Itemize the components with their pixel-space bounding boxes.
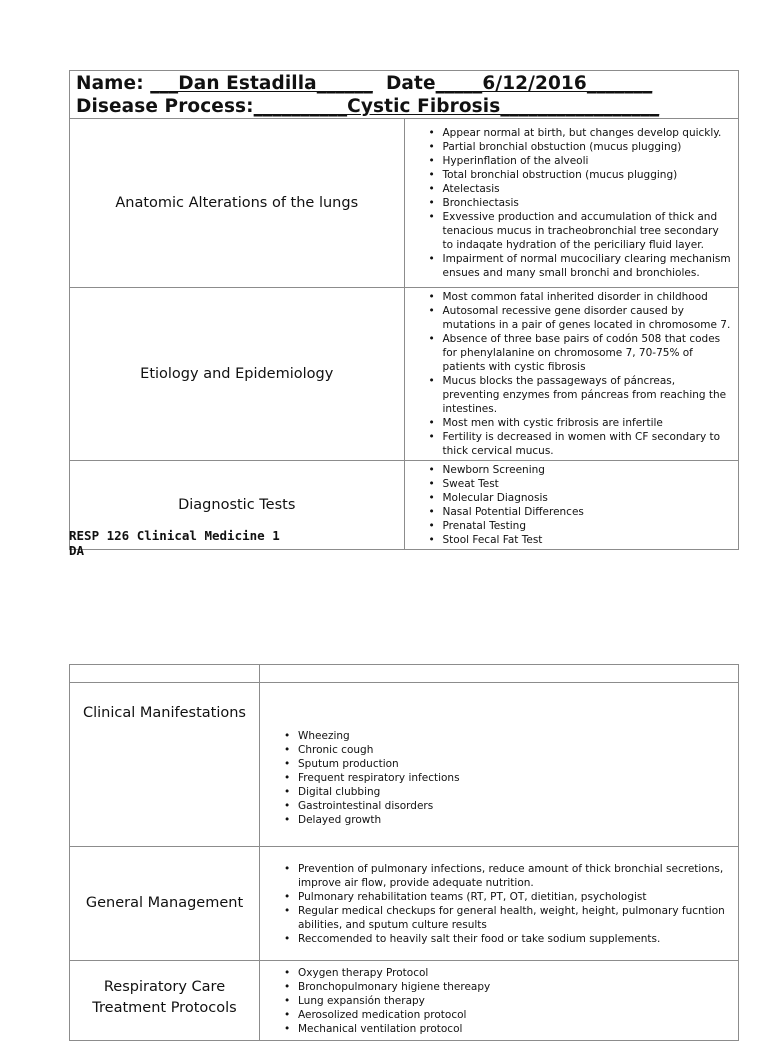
section-body: [404, 288, 739, 461]
list-item: • Oxygen therapy Protocol: [298, 966, 732, 980]
list-item: • Stool Fecal Fat Test: [443, 533, 733, 547]
list-item: • Nasal Potential Differences: [443, 505, 733, 519]
list-item: • Atelectasis: [443, 182, 733, 196]
list-item: • Impairment of normal mucociliary clearing mechanism ensues and many small bronchi and bronchioles.: [443, 252, 733, 280]
list-item: • Digital clubbing: [298, 785, 732, 799]
list-item: • Exvessive production and accumulation of thick and tenacious mucus in tracheobronchial tree secondary to indaqate hydration of the periciliary fluid layer.: [443, 210, 733, 252]
disease-worksheet-table: [69, 70, 739, 550]
section-body: [404, 119, 739, 288]
list-item: • Gastrointestinal disorders: [298, 799, 732, 813]
list-item: • Appear normal at birth, but changes develop quickly.: [443, 126, 733, 140]
bullet-list: [405, 126, 733, 280]
list-item: • Sweat Test: [443, 477, 733, 491]
list-item: • Aerosolized medication protocol: [298, 1008, 732, 1022]
list-item: • Bronchopulmonary higiene thereapy: [298, 980, 732, 994]
section-label: Clinical Manifestations: [70, 683, 260, 847]
header-row: [70, 71, 739, 119]
list-item: • Reccomended to heavily salt their food or take sodium supplements.: [298, 932, 732, 946]
list-item: • Prevention of pulmonary infections, reduce amount of thick bronchial secretions, improve air flow, provide adequate nutrition.: [298, 862, 732, 890]
section-row: [70, 288, 739, 461]
course-footer: [69, 528, 280, 558]
name-date-line: [76, 72, 732, 95]
list-item: • Chronic cough: [298, 743, 732, 757]
section-body: [404, 461, 739, 550]
section-row: [70, 961, 739, 1041]
disease-label: Disease Process:: [76, 95, 254, 117]
section-row: [70, 119, 739, 288]
blank-header-row: [70, 665, 739, 683]
name-label: Name:: [76, 72, 151, 94]
blank-cell: [260, 665, 739, 683]
disease-value: __________Cystic Fibrosis_________________: [253, 95, 660, 117]
blank-cell: [70, 665, 260, 683]
list-item: • Mucus blocks the passageways of páncreas, preventing enzymes from páncreas from reaching the intestines.: [443, 374, 733, 416]
list-item: • Fertility is decreased in women with CF secondary to thick cervical mucus.: [443, 430, 733, 458]
date-value: _____6/12/2016_______: [435, 72, 653, 94]
section-label: Etiology and Epidemiology: [70, 288, 405, 461]
list-item: • Newborn Screening: [443, 463, 733, 477]
list-item: • Mechanical ventilation protocol: [298, 1022, 732, 1036]
bullet-list: [405, 290, 733, 458]
course-title: RESP 126 Clinical Medicine 1: [69, 528, 280, 543]
list-item: • Bronchiectasis: [443, 196, 733, 210]
list-item: • Absence of three base pairs of codón 508 that codes for phenylalanine on chromosome 7, 70-75% of patients with cystic fibrosis: [443, 332, 733, 374]
list-item: • Pulmonary rehabilitation teams (RT, PT, OT, dietitian, psychologist: [298, 890, 732, 904]
list-item: • Regular medical checkups for general health, weight, height, pulmonary fucntion abilities, and sputum culture results: [298, 904, 732, 932]
bullet-list: [405, 463, 733, 547]
section-body: [260, 683, 739, 847]
list-item: • Hyperinflation of the alveoli: [443, 154, 733, 168]
section-row: [70, 683, 739, 847]
list-item: • Total bronchial obstruction (mucus plugging): [443, 168, 733, 182]
list-item: • Autosomal recessive gene disorder caused by mutations in a pair of genes located in chromosome 7.: [443, 304, 733, 332]
date-label: Date: [385, 72, 436, 94]
section-body: [260, 847, 739, 961]
name-value: ___Dan Estadilla______: [150, 72, 373, 94]
bullet-list: [260, 862, 732, 946]
bullet-list: [260, 966, 732, 1036]
list-item: • Most men with cystic fribrosis are infertile: [443, 416, 733, 430]
header-cell: [70, 71, 739, 119]
disease-worksheet-table-continued: [69, 664, 739, 1041]
list-item: • Wheezing: [298, 729, 732, 743]
author-initials: DA: [69, 543, 85, 558]
list-item: • Delayed growth: [298, 813, 732, 827]
bullet-list: [260, 729, 732, 827]
list-item: • Prenatal Testing: [443, 519, 733, 533]
list-item: • Partial bronchial obstuction (mucus plugging): [443, 140, 733, 154]
section-label: Anatomic Alterations of the lungs: [70, 119, 405, 288]
list-item: • Molecular Diagnosis: [443, 491, 733, 505]
list-item: • Sputum production: [298, 757, 732, 771]
section-label: Diagnostic Tests: [70, 461, 405, 550]
disease-line: [76, 95, 732, 118]
list-item: • Lung expansión therapy: [298, 994, 732, 1008]
list-item: • Frequent respiratory infections: [298, 771, 732, 785]
section-label: General Management: [70, 847, 260, 961]
section-row: [70, 847, 739, 961]
list-item: • Most common fatal inherited disorder in childhood: [443, 290, 733, 304]
section-body: [260, 961, 739, 1041]
section-label: Respiratory Care Treatment Protocols: [70, 961, 260, 1041]
